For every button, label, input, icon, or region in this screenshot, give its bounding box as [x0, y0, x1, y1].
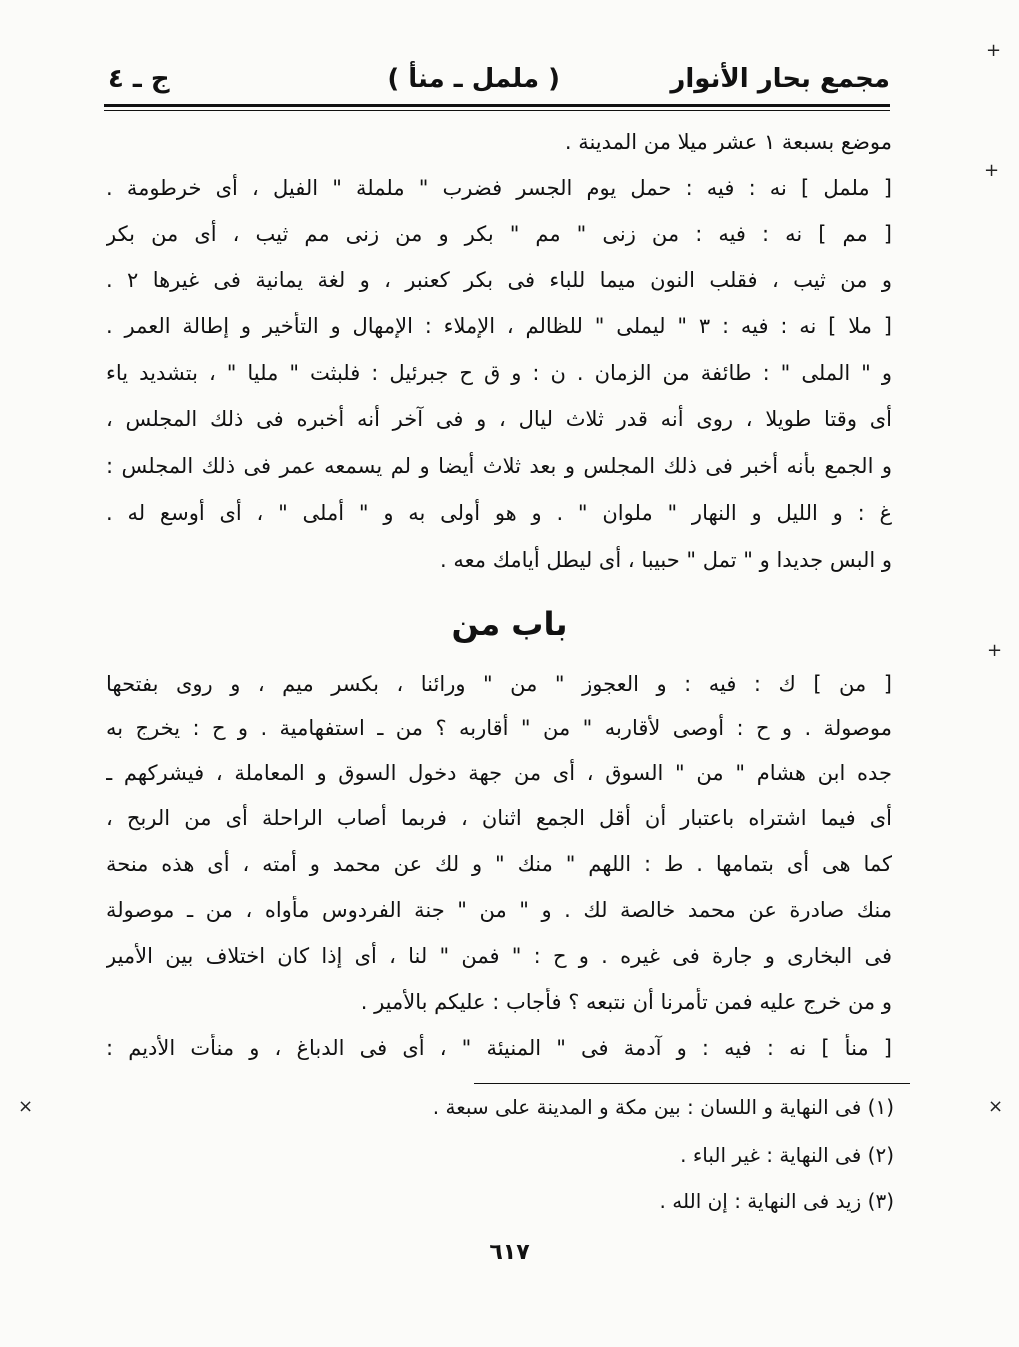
body-line: و " الملى " : طائفة من الزمان . ن : و ق ح جبرئيل : فلبثت " مليا " ، بتشديد ياء: [106, 361, 892, 385]
footnotes: [300, 1095, 894, 1235]
scan-mark-icon: +: [984, 160, 1000, 181]
body-line: جده ابن هشام " من " السوق ، أى من جهة دخول السوق و المعاملة ، فيشركهم ـ: [106, 761, 892, 785]
scan-mark-icon: +: [987, 640, 1003, 661]
header-volume: ج ـ ٤: [108, 64, 170, 94]
body-line: [ من ] ك : فيه : و العجوز " من " ورائنا ، بكسر ميم ، و روى بفتحها: [106, 672, 892, 696]
header-book-title: مجمع بحار الأنوار: [670, 64, 890, 94]
body-line: و من خرج عليه فمن تأمرنا أن نتبعه ؟ فأجاب : عليكم بالأمير .: [360, 990, 892, 1014]
footnote: (٢) فى النهاية : غير الباء .: [680, 1143, 894, 1167]
body-text-bottom: [106, 670, 892, 1070]
body-line: فى البخارى و جارة فى غيره . و ح : " فمن " لنا ، أى إذا كان اختلاف بين الأمير: [106, 944, 892, 968]
body-line: أى وقتا طويلا ، روى أنه قدر ثلاث ليال ، و فى آخر أنه أخبره فى ذلك المجلس ،: [106, 407, 892, 431]
body-line: و البس جديدا و " تمل " حبيبا ، أى ليطل أيامك معه .: [440, 548, 892, 572]
page-number: ٦١٧: [489, 1240, 530, 1265]
body-line: [ ملا ] نه : فيه : ٣ " ليملى " للظالم ، الإملاء : الإمهال و التأخير و إطالة العمر .: [106, 314, 892, 338]
header-entry-range: ( ململ ـ منأ ): [387, 64, 560, 94]
scan-mark-icon: ×: [988, 1096, 1004, 1117]
footnote: (١) فى النهاية و اللسان : بين مكة و المدينة على سبعة .: [432, 1095, 894, 1119]
body-line: غ : و الليل و النهار " ملوان " . و هو أولى به و " أملى " ، أى أوسع له .: [106, 501, 892, 525]
body-line: [ منأ ] نه : فيه : و آدمة فى " المنيئة " ، أى فى الدباغ ، و منأت الأديم :: [106, 1036, 892, 1060]
footnote-rule: [474, 1083, 910, 1084]
body-line: كما هى أى بتمامها . ط : اللهم " منك " و لك عن محمد و أمته ، أى هذه منحة: [106, 852, 892, 876]
body-line: [ مم ] نه : فيه : من زنى " مم " بكر و من زنى مم ثيب ، أى من بكر: [106, 222, 892, 246]
body-line: [ ململ ] نه : فيه : حمل يوم الجسر فضرب " ململة " الفيل ، أى خرطومة .: [106, 176, 892, 200]
scan-mark-icon: +: [986, 40, 1002, 61]
body-line: موضع بسبعة ١ عشر ميلا من المدينة .: [564, 130, 892, 154]
body-line: و من ثيب ، فقلب النون ميما للباء فى بكر كعنبر ، و لغة يمانية فى غيرها ٢ .: [106, 268, 892, 292]
running-header: [108, 60, 890, 100]
body-line: و الجمع بأنه أخبر فى ذلك المجلس و بعد ثلاث أيضا و لم يسمعه عمر فى ذلك المجلس :: [106, 454, 892, 478]
footnote: (٣) زيد فى النهاية : إن الله .: [659, 1189, 894, 1213]
header-rule: [104, 104, 890, 107]
body-line: منك صادرة عن محمد خالصة لك . و " من " جنة الفردوس مأواه ، من ـ موصولة: [106, 898, 892, 922]
header-rule-thin: [104, 110, 890, 111]
body-text-top: [106, 128, 892, 598]
section-heading: باب من: [451, 605, 568, 643]
body-line: موصولة . و ح : أوصى لأقاربه " من " أقاربه ؟ من ـ استفهامية . و ح : يخرج به: [106, 716, 892, 740]
scan-mark-icon: ×: [18, 1096, 34, 1117]
body-line: أى فيما اشتراه باعتبار أن أقل الجمع اثنان ، فربما أصاب الراحلة أى من الربح ،: [106, 806, 892, 830]
